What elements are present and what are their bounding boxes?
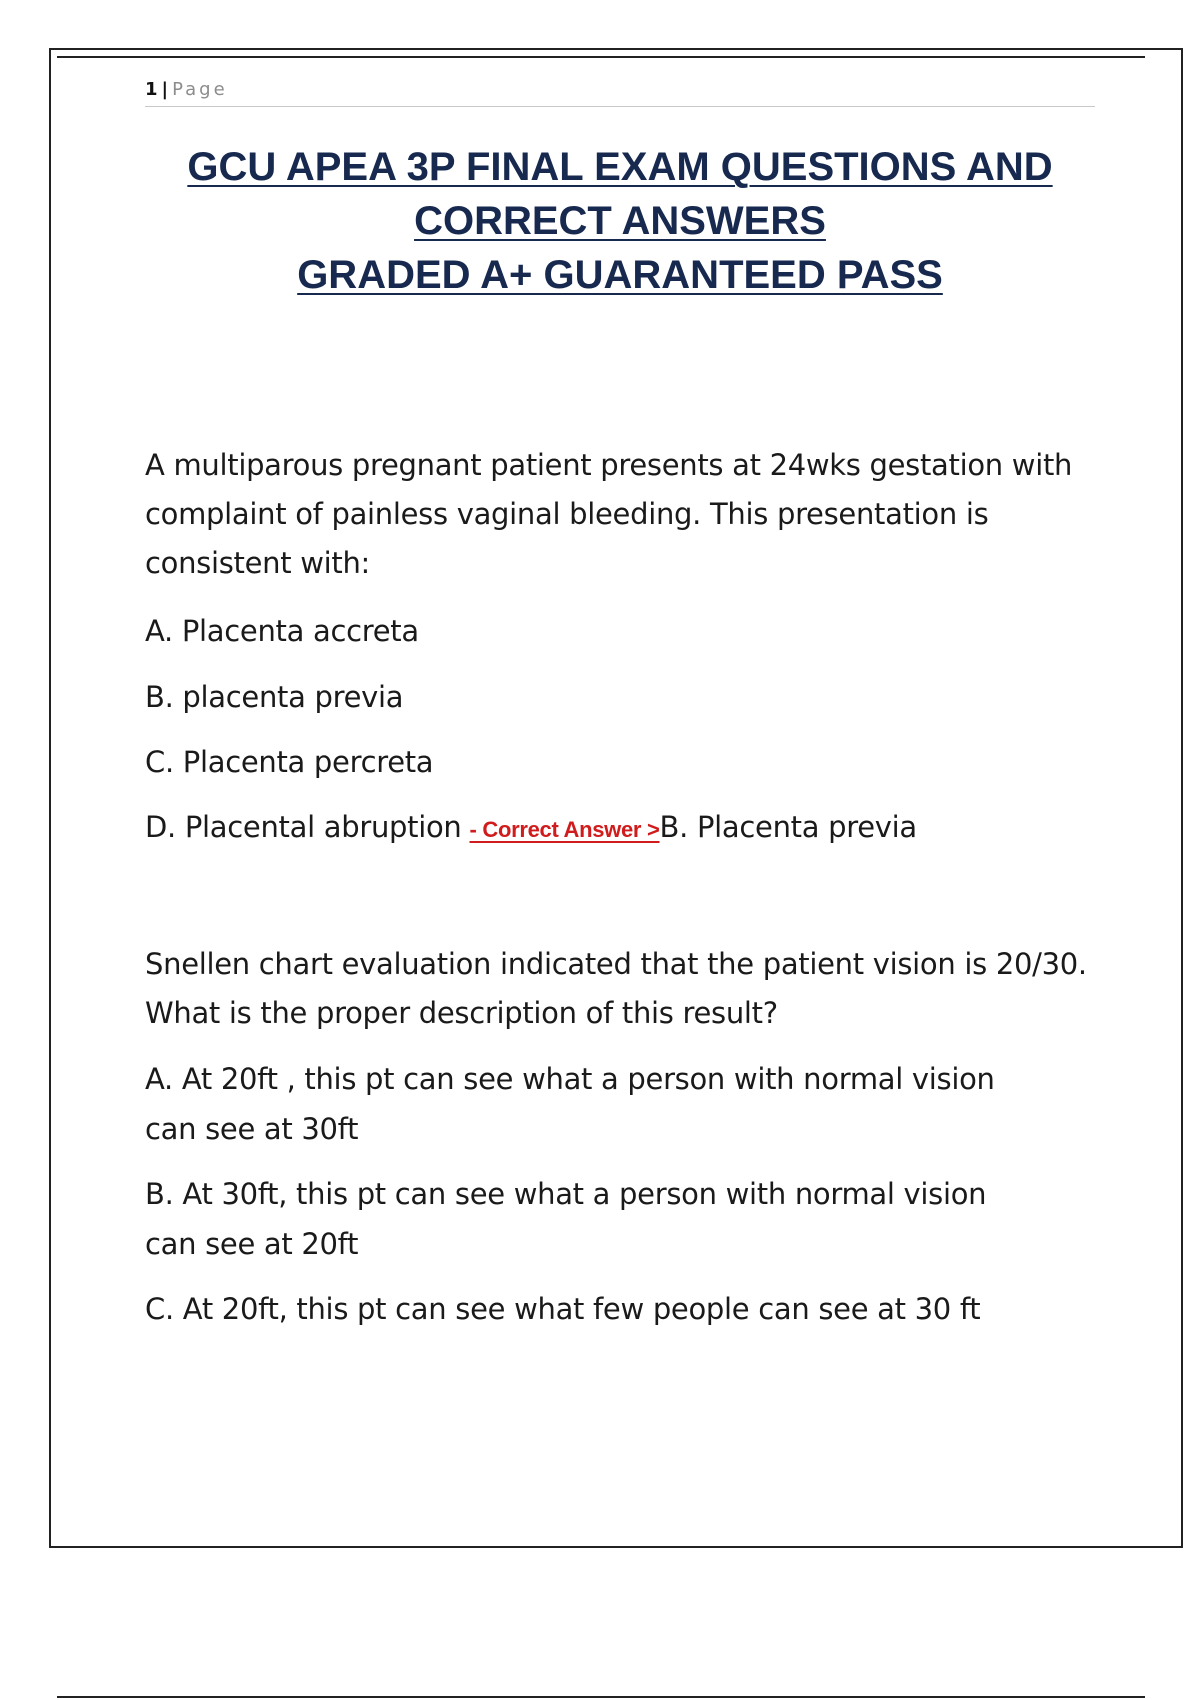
question-1-text: A multiparous pregnant patient presents at 24wks gestation with complaint of painless vaginal bleeding. This presentation is consistent with: [145,448,1073,580]
question-1-option-a: A. Placenta accreta [145,614,419,648]
title-line-3: GRADED A+ GUARANTEED PASS [297,253,943,297]
question-2-option-c: C. At 20ft, this pt can see what few people can see at 30 ft [145,1292,981,1326]
document-title [120,140,1120,302]
question-1-option-d: D. Placental abruption [145,810,462,844]
page-number: 1 [145,79,158,100]
title-line-2: CORRECT ANSWERS [414,199,826,243]
question-1-option-c: C. Placenta percreta [145,745,434,779]
title-line-1: GCU APEA 3P FINAL EXAM QUESTIONS AND [187,145,1053,189]
question-2-option-b-line-2: can see at 20ft [145,1227,359,1261]
question-1-option-d-row [145,810,1100,847]
page-header [145,78,1095,107]
question-2-option-b-line-1: B. At 30ft, this pt can see what a person with normal vision [145,1177,987,1211]
question-1-option-b: B. placenta previa [145,680,404,714]
question-2-option-a-line-1: A. At 20ft , this pt can see what a person with normal vision [145,1062,995,1096]
correct-answer-value: B. Placenta previa [659,810,917,844]
question-2-option-a [145,1062,1100,1147]
page-label: Page [172,79,228,100]
correct-answer-label: - Correct Answer > [469,817,660,842]
next-page-rule [57,1696,1145,1698]
question-2-option-a-line-2: can see at 30ft [145,1112,359,1146]
page-separator: | [161,79,169,100]
question-2-text: Snellen chart evaluation indicated that the patient vision is 20/30. What is the proper description of this result? [145,947,1087,1030]
question-2-option-b [145,1177,1100,1262]
